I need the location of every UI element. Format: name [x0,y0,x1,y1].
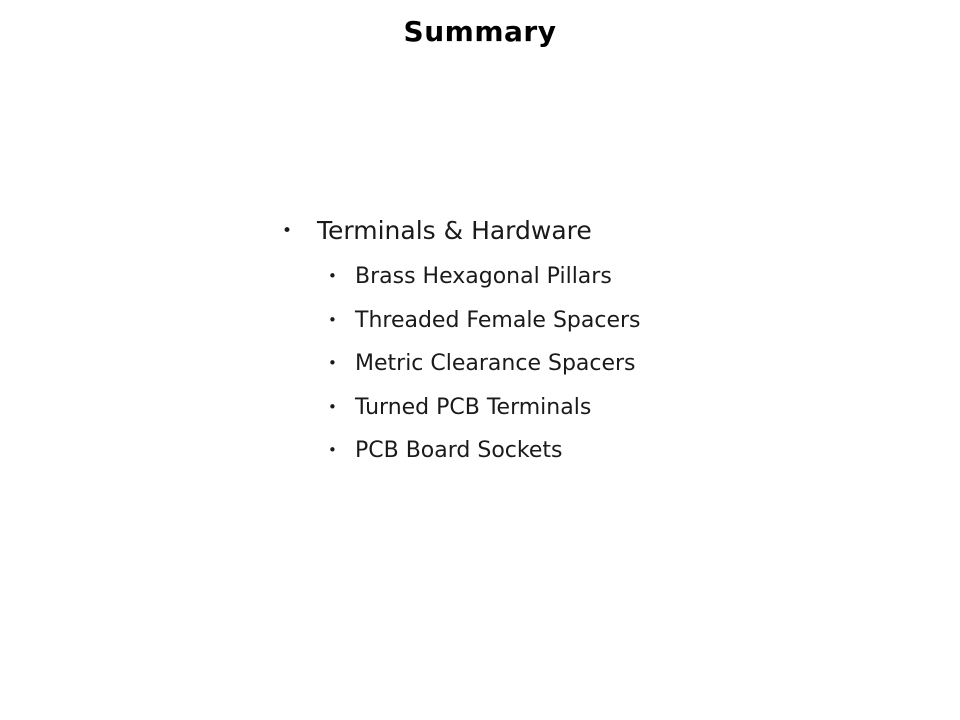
bullet-icon: • [328,354,337,372]
slide-title: Summary [403,15,557,48]
sub-list-item [328,386,641,430]
bullet-icon: • [328,267,337,285]
sub-list-item [328,255,641,299]
bullet-list [282,214,641,473]
bullet-icon: • [282,221,293,241]
sub-list-item [328,429,641,473]
sub-list-item-label: Brass Hexagonal Pillars [355,264,612,289]
sub-bullet-list [328,255,641,473]
sub-list-item-label: PCB Board Sockets [355,438,563,463]
sub-list-item [328,342,641,386]
sub-list-item-label: Metric Clearance Spacers [355,351,636,376]
sub-list-item [328,299,641,343]
bullet-icon: • [328,397,337,416]
sub-list-item-label: Threaded Female Spacers [355,307,641,333]
list-item [282,214,641,248]
bullet-icon: • [328,310,337,329]
list-item-label: Terminals & Hardware [317,216,592,245]
bullet-icon: • [328,441,337,459]
sub-list-item-label: Turned PCB Terminals [355,394,592,420]
